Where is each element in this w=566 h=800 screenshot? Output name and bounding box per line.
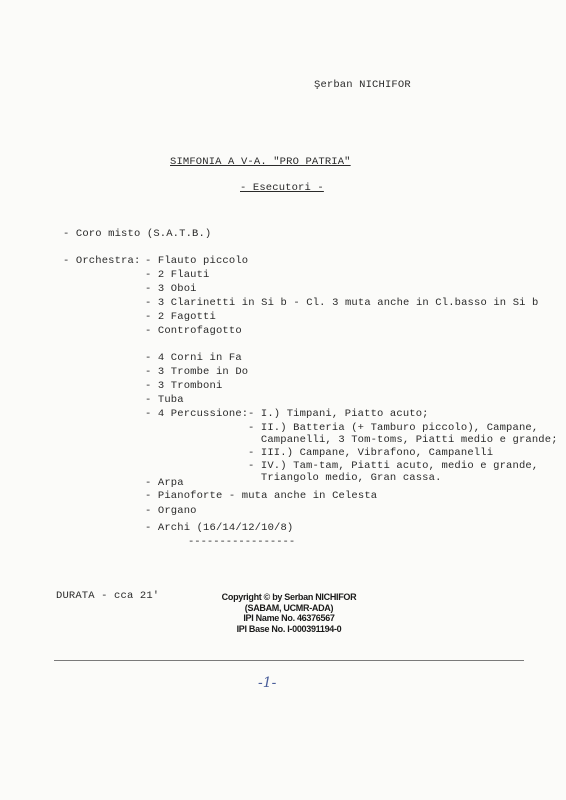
list-item: - 2 Fagotti — [145, 311, 216, 323]
list-item: - I.) Timpani, Piatto acuto; — [248, 408, 429, 420]
list-item: - Organo — [145, 505, 197, 517]
list-item: - Pianoforte - muta anche in Celesta — [145, 490, 378, 502]
copyright-line: IPI Name No. 46376567 — [243, 613, 335, 623]
choir-line: - Coro misto (S.A.T.B.) — [63, 228, 212, 240]
author-name: Şerban NICHIFOR — [314, 79, 411, 91]
list-item: - 3 Tromboni — [145, 380, 223, 392]
list-item: - 3 Oboi — [145, 283, 197, 295]
percussion-label: - 4 Percussione: — [145, 408, 249, 420]
footer-rule — [54, 660, 524, 661]
separator-line: ----------------- — [188, 536, 296, 548]
list-item: - 2 Flauti — [145, 269, 210, 281]
list-item: - 4 Corni in Fa — [145, 352, 242, 364]
copyright-line: IPI Base No. I-000391194-0 — [236, 623, 342, 634]
list-item: - II.) Batteria (+ Tamburo piccolo), Campane, — [248, 422, 539, 434]
page-number: -1- — [258, 675, 277, 691]
copyright-line: (SABAM, UCMR-ADA) — [244, 602, 334, 613]
list-item: Campanelli, 3 Tom-toms, Piatti medio e grande; — [248, 434, 558, 446]
strings-line: - Archi (16/14/12/10/8) — [145, 522, 294, 534]
list-item: - Arpa — [145, 477, 184, 489]
orchestra-label: - Orchestra: — [63, 255, 141, 267]
list-item: Triangolo medio, Gran cassa. — [248, 472, 442, 484]
document-title: SIMFONIA A V-A. "PRO PATRIA" — [170, 156, 351, 168]
list-item: - Flauto piccolo — [145, 255, 249, 267]
list-item: - Tuba — [145, 394, 184, 406]
copyright-line: Copyright © by Serban NICHIFOR — [221, 592, 357, 602]
document-subtitle — [240, 182, 324, 194]
list-item: - III.) Campane, Vibrafono, Campanelli — [248, 447, 494, 459]
list-item: - 3 Clarinetti in Si b - Cl. 3 muta anche in Cl.basso in Si b — [145, 297, 539, 309]
list-item: - 3 Trombe in Do — [145, 366, 249, 378]
list-item: - IV.) Tam-tam, Piatti acuto, medio e grande, — [248, 460, 539, 472]
list-item: - Controfagotto — [145, 325, 242, 337]
copyright-stamp — [219, 592, 359, 634]
subtitle-text: - Esecutori - — [240, 182, 324, 194]
duration-text: DURATA - cca 21' — [56, 590, 160, 602]
